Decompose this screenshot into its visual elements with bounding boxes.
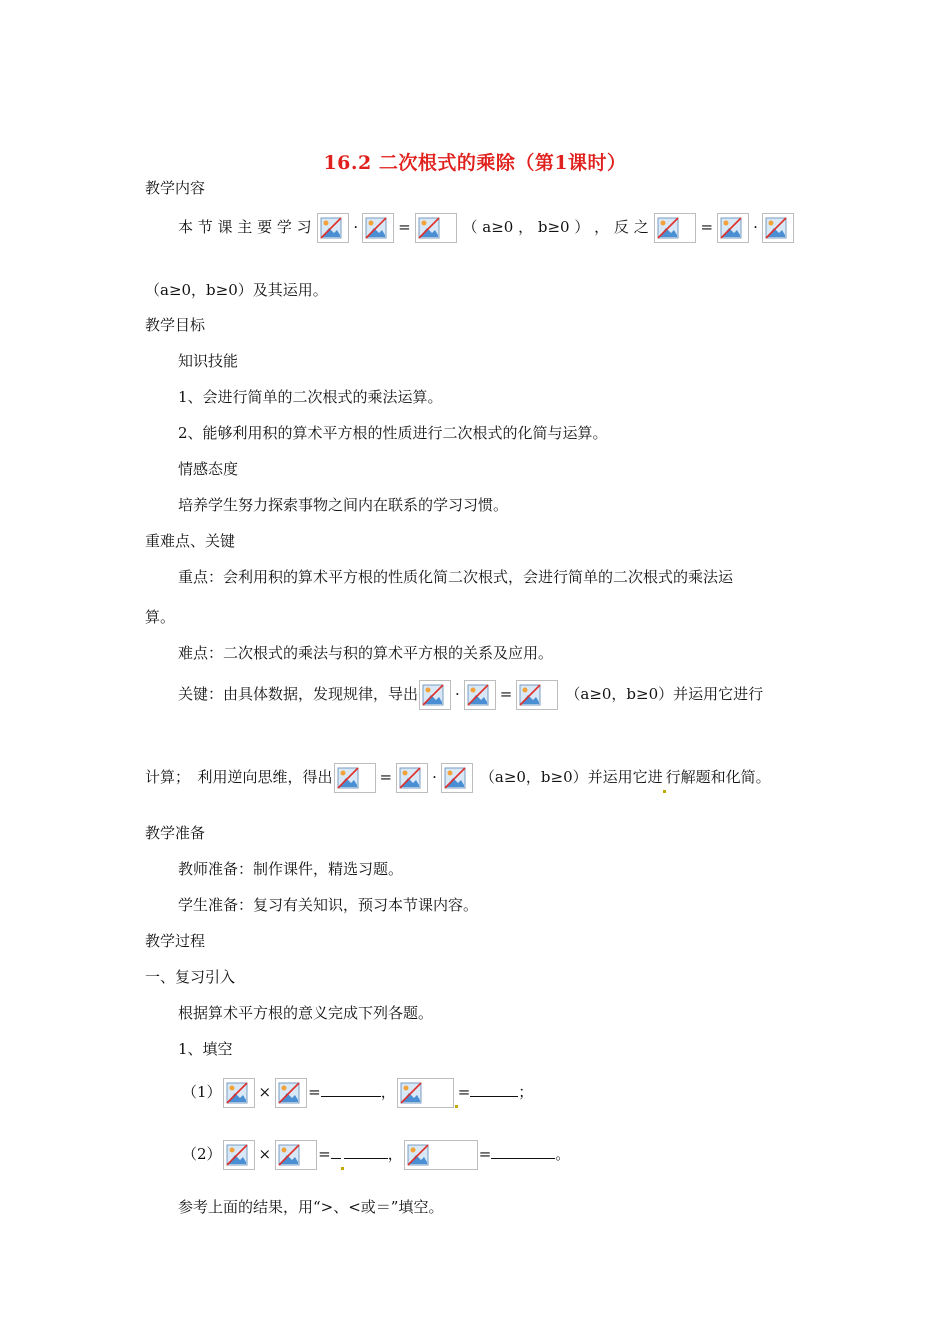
condition-text: （ a≥0 ， b≥0 ） [462, 218, 590, 236]
page-title: 16.2 二次根式的乘除（第1课时） [323, 152, 627, 174]
q1-label: （1） [182, 1083, 222, 1101]
intro-prefix: 本 节 课 主 要 学 习 [178, 218, 312, 236]
formula-image-icon [223, 1078, 255, 1108]
question-2 [182, 1140, 570, 1170]
equals-operator: = [478, 1145, 492, 1163]
prep-student: 学生准备：复习有关知识，预习本节课内容。 [178, 896, 479, 914]
section-review: 一、复习引入 [145, 968, 236, 986]
formula-image-icon [654, 213, 696, 243]
formula-image-icon [415, 213, 457, 243]
answer-blank[interactable] [331, 1144, 341, 1159]
calc-prefix: 计算； 利用逆向思维，得出 [145, 768, 333, 786]
formula-image-icon [516, 680, 558, 710]
formula-image-icon [275, 1140, 317, 1170]
process-instruction: 根据算术平方根的意义完成下列各题。 [178, 1004, 434, 1022]
formula-image-icon [441, 763, 473, 793]
dot-operator: · [753, 218, 758, 236]
equals-operator: = [499, 685, 513, 703]
formula-image-icon [717, 213, 749, 243]
goals-item-2: 2、能够利用积的算术平方根的性质进行二次根式的化简与运算。 [178, 424, 608, 442]
heading-content: 教学内容 [145, 179, 206, 197]
formula-image-icon [464, 680, 496, 710]
goals-item-1: 1、会进行简单的二次根式的乘法运算。 [178, 388, 443, 406]
answer-blank[interactable] [491, 1144, 555, 1159]
formula-image-icon [362, 213, 394, 243]
answer-blank[interactable] [470, 1082, 518, 1097]
calc-suffix-a: （a≥0，b≥0）并运用它进 [479, 768, 663, 786]
formula-image-icon [334, 763, 376, 793]
formula-image-icon [762, 213, 794, 243]
formula-image-icon [419, 680, 451, 710]
equals-operator: = [700, 218, 714, 236]
intro-line [178, 213, 795, 243]
heading-key-points: 重难点、关键 [145, 532, 236, 550]
goals-emotion: 情感态度 [178, 460, 239, 478]
times-operator: × [258, 1083, 272, 1101]
times-operator: × [258, 1145, 272, 1163]
comma: ， [380, 1083, 396, 1101]
reverse-prefix: ， 反 之 [594, 218, 649, 236]
calc-line [145, 763, 771, 793]
goals-emotion-text: 培养学生努力探索事物之间内在联系的学习习惯。 [178, 496, 509, 514]
compare-instruction: 参考上面的结果，用“>、<或＝”填空。 [178, 1198, 444, 1216]
marker-dot [455, 1105, 458, 1108]
dot-operator: · [432, 768, 437, 786]
equals-operator: = [398, 218, 411, 236]
heading-process: 教学过程 [145, 932, 206, 950]
formula-image-icon [317, 213, 349, 243]
key-line [178, 680, 763, 710]
equals-operator: = [308, 1083, 321, 1101]
heading-goals: 教学目标 [145, 316, 206, 334]
fill-title: 1、填空 [178, 1040, 233, 1058]
key-suffix: （a≥0，b≥0）并运用它进行 [565, 685, 764, 703]
answer-blank[interactable] [321, 1082, 381, 1097]
focus-line-1: 重点：会利用积的算术平方根的性质化简二次根式，会进行简单的二次根式的乘法运 [178, 568, 734, 586]
formula-image-icon [223, 1140, 255, 1170]
marker-dot [341, 1167, 344, 1170]
q2-label: （2） [182, 1145, 222, 1163]
marker-dot [663, 790, 666, 793]
calc-suffix-b: 行解题和化简。 [665, 768, 771, 786]
semicolon: ； [518, 1083, 534, 1101]
focus-line-2: 算。 [145, 608, 176, 626]
heading-prep: 教学准备 [145, 824, 206, 842]
equals-operator: = [318, 1145, 331, 1163]
key-prefix: 关键：由具体数据，发现规律，导出 [178, 685, 419, 703]
formula-image-icon [396, 763, 428, 793]
difficulty-line: 难点：二次根式的乘法与积的算术平方根的关系及应用。 [178, 644, 554, 662]
question-1 [182, 1078, 533, 1108]
equals-operator: = [457, 1083, 471, 1101]
answer-blank[interactable] [344, 1144, 388, 1159]
equals-operator: = [379, 768, 393, 786]
condition-line: （a≥0，b≥0）及其运用。 [145, 281, 328, 299]
goals-knowledge: 知识技能 [178, 352, 239, 370]
comma: ， [387, 1145, 403, 1163]
dot-operator: · [353, 218, 359, 236]
prep-teacher: 教师准备：制作课件，精选习题。 [178, 860, 404, 878]
formula-image-icon [404, 1140, 478, 1170]
period: 。 [555, 1145, 571, 1163]
formula-image-icon [275, 1078, 307, 1108]
formula-image-icon [397, 1078, 454, 1108]
dot-operator: · [455, 685, 460, 703]
